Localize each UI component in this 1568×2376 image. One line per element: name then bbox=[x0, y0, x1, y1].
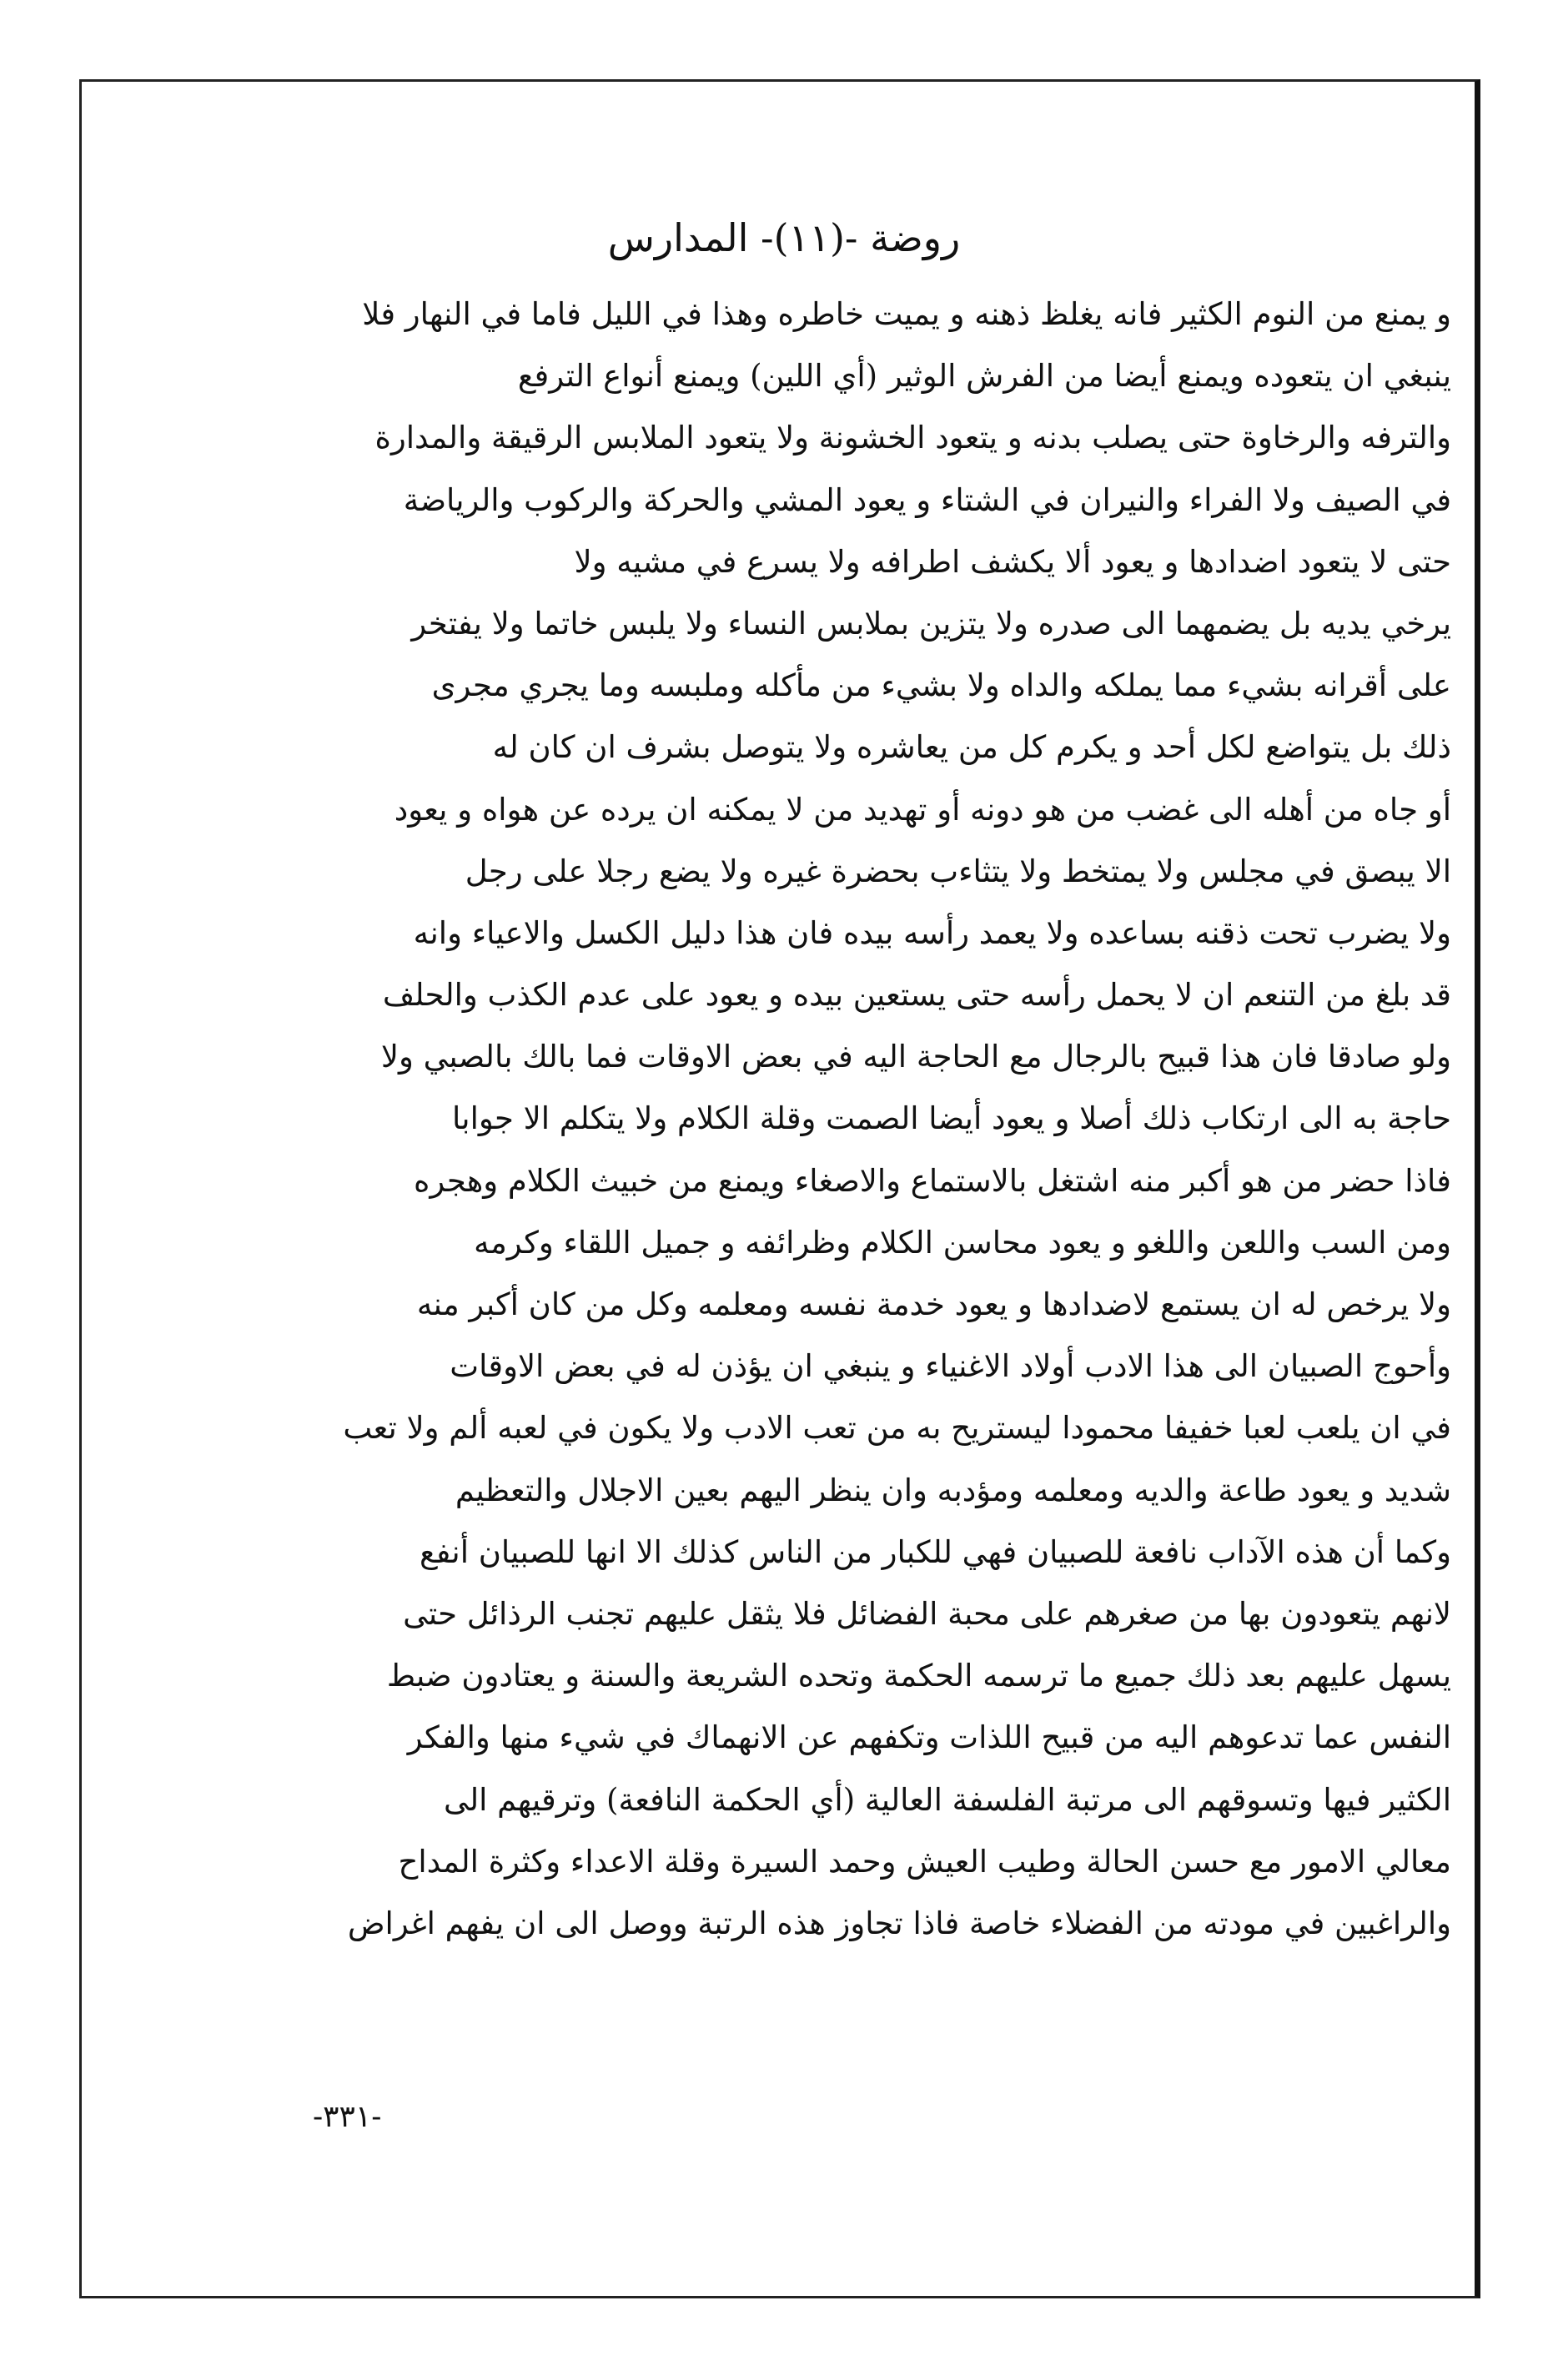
text-line: لانهم يتعودون بها من صغرهم على محبة الفضائل فلا يثقل عليهم تجنب الرذائل حتى bbox=[403, 1595, 1451, 1632]
text-line: يرخي يديه بل يضمهما الى صدره ولا يتزين بملابس النساء ولا يلبس خاتما ولا يفتخر bbox=[411, 605, 1451, 642]
text-line: ولا يضرب تحت ذقنه بساعده ولا يعمد رأسه بيده فان هذا دليل الكسل والاعياء وانه bbox=[413, 914, 1451, 951]
body-text bbox=[329, 284, 1451, 1955]
text-line: شديد و يعود طاعة والديه ومعلمه ومؤدبه وان ينظر اليهم بعين الاجلال والتعظيم bbox=[455, 1472, 1451, 1508]
text-line: الا يبصق في مجلس ولا يمتخط ولا يتثاءب بحضرة غيره ولا يضع رجلا على رجل bbox=[465, 853, 1451, 889]
text-line: وأحوج الصبيان الى هذا الادب أولاد الاغنياء و ينبغي ان يؤذن له في بعض الاوقات bbox=[450, 1348, 1451, 1385]
page-number: -٣٣١- bbox=[313, 2100, 382, 2134]
text-line: قد بلغ من التنعم ان لا يحمل رأسه حتى يستعين بيده و يعود على عدم الكذب والحلف bbox=[382, 977, 1451, 1014]
text-line: ذلك بل يتواضع لكل أحد و يكرم كل من يعاشره ولا يتوصل بشرف ان كان له bbox=[492, 729, 1451, 766]
text-line: في ان يلعب لعبا خفيفا محمودا ليستريح به من تعب الادب ولا يكون في لعبه ألم ولا تعب bbox=[343, 1410, 1451, 1447]
text-line: ولو صادقا فان هذا قبيح بالرجال مع الحاجة اليه في بعض الاوقات فما بالك بالصبي ولا bbox=[380, 1039, 1451, 1075]
text-line: والراغبين في مودته من الفضلاء خاصة فاذا تجاوز هذه الرتبة ووصل الى ان يفهم اغراض bbox=[347, 1905, 1451, 1941]
text-line: فاذا حضر من هو أكبر منه اشتغل بالاستماع والاصغاء ويمنع من خبيث الكلام وهجره bbox=[414, 1162, 1451, 1199]
text-line: أو جاه من أهله الى غضب من هو دونه أو تهديد من لا يمكنه ان يرده عن هواه و يعود bbox=[394, 791, 1451, 828]
text-line: ولا يرخص له ان يستمع لاضدادها و يعود خدمة نفسه ومعلمه وكل من كان أكبر منه bbox=[416, 1286, 1451, 1322]
text-line: و يمنع من النوم الكثير فانه يغلظ ذهنه و يميت خاطره وهذا في الليل فاما في النهار فلا bbox=[362, 296, 1451, 332]
text-line: على أقرانه بشيء مما يملكه والداه ولا بشيء من مأكله وملبسه وما يجري مجرى bbox=[431, 667, 1451, 704]
text-line: ومن السب واللعن واللغو و يعود محاسن الكلام وظرائفه و جميل اللقاء وكرمه bbox=[474, 1224, 1451, 1261]
text-line: يسهل عليهم بعد ذلك جميع ما ترسمه الحكمة وتحده الشريعة والسنة و يعتادون ضبط bbox=[386, 1658, 1451, 1694]
text-line: ينبغي ان يتعوده ويمنع أيضا من الفرش الوثير (أي اللين) ويمنع أنواع الترفع bbox=[517, 358, 1451, 395]
text-line: حاجة به الى ارتكاب ذلك أصلا و يعود أيضا الصمت وقلة الكلام ولا يتكلم الا جوابا bbox=[452, 1100, 1451, 1137]
text-line: والترفه والرخاوة حتى يصلب بدنه و يتعود الخشونة ولا يتعود الملابس الرقيقة والمدارة bbox=[374, 420, 1451, 456]
text-line: معالي الامور مع حسن الحالة وطيب العيش وحمد السيرة وقلة الاعداء وكثرة المداح bbox=[398, 1843, 1451, 1880]
text-line: في الصيف ولا الفراء والنيران في الشتاء و يعود المشي والحركة والركوب والرياضة bbox=[403, 481, 1451, 518]
text-line: النفس عما تدعوهم اليه من قبيح اللذات وتكفهم عن الانهماك في شيء منها والفكر bbox=[407, 1719, 1451, 1756]
text-line: الكثير فيها وتسوقهم الى مرتبة الفلسفة العالية (أي الحكمة النافعة) وترقيهم الى bbox=[444, 1781, 1451, 1818]
text-line: حتى لا يتعود اضدادها و يعود ألا يكشف اطرافه ولا يسرع في مشيه ولا bbox=[574, 543, 1451, 580]
text-line: وكما أن هذه الآداب نافعة للصبيان فهي للكبار من الناس كذلك الا انها للصبيان أنفع bbox=[419, 1533, 1451, 1570]
running-header: روضة -(١١)- المدارس bbox=[607, 215, 961, 260]
